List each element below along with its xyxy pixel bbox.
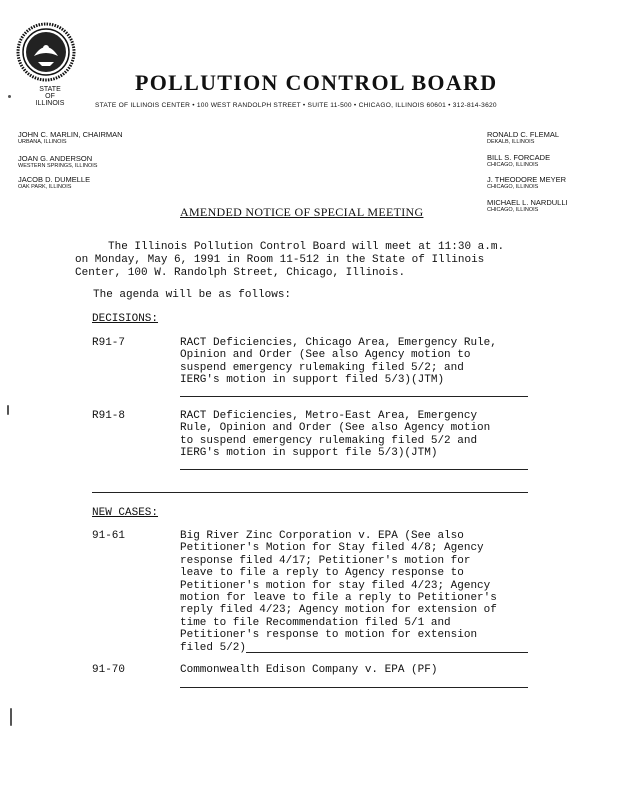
member-city: WESTERN SPRINGS, ILLINOIS [18,163,98,169]
description-line: RACT Deficiencies, Chicago Area, Emergency Rule, [180,337,497,349]
paragraph-line: The Illinois Pollution Control Board will meet at 11:30 a.m. [75,241,505,253]
description-line: leave to file a reply to Agency response to [180,567,464,580]
separator-line [246,652,528,653]
member-right [487,153,550,169]
description-line: IERG's motion in support filed 5/3)(JTM) [180,374,445,387]
case-number: R91-7 [92,337,126,349]
section-separator-line [92,492,528,493]
member-right [487,198,568,214]
member-left [18,154,97,170]
new-cases-heading: NEW CASES: [92,507,159,519]
decisions-heading: DECISIONS: [92,313,159,325]
description-line: RACT Deficiencies, Metro-East Area, Emergency [180,410,478,422]
member-city: CHICAGO, ILLINOIS [487,207,539,213]
state-line: ILLINOIS [35,100,65,107]
state-line: OF [45,93,55,100]
member-city: CHICAGO, ILLINOIS [487,184,539,190]
paragraph-line: on Monday, May 6, 1991 in Room 11-512 in the State of Illinois [75,254,485,266]
state-of-illinois-label [30,86,70,107]
case-description [180,410,490,460]
member-city: URBANA, ILLINOIS [18,139,67,145]
separator-line [180,396,528,397]
notice-title: AMENDED NOTICE OF SPECIAL MEETING [180,205,424,219]
description-line: Petitioner's motion for stay filed 4/23; Agency [180,579,491,592]
member-name: JACOB D. DUMELLE [18,175,91,184]
member-name: J. THEODORE MEYER [487,175,567,184]
member-city: OAK PARK, ILLINOIS [18,184,72,190]
member-name: MICHAEL L. NARDULLI [487,198,568,207]
description-line: suspend emergency rulemaking filed 5/2; and [180,361,464,374]
case-description [180,530,497,654]
scan-speck [7,405,9,415]
description-line: motion for leave to file a reply to Petitioner's [180,592,497,605]
description-line: reply filed 4/23; Agency motion for extension of [180,604,497,617]
description-line: IERG's motion in support file 5/3)(JTM) [180,447,438,460]
scan-speck [8,95,11,98]
state-line: STATE [39,86,61,93]
member-name: RONALD C. FLEMAL [487,130,560,139]
description-line: Petitioner's response to motion for extension [180,629,478,642]
separator-line [180,469,528,470]
description-line: Rule, Opinion and Order (See also Agency motion [180,422,491,435]
description-line: time to file Recommendation filed 5/1 and [180,616,451,629]
member-right [487,175,566,191]
case-number: 91-70 [92,664,126,676]
member-name: JOHN C. MARLIN, CHAIRMAN [18,130,123,139]
board-title: POLLUTION CONTROL BOARD [135,70,498,95]
member-name: BILL S. FORCADE [487,153,551,162]
scan-speck [10,708,12,726]
description-line: response filed 4/17; Petitioner's motion for [180,554,471,567]
separator-line [180,687,528,688]
member-city: CHICAGO, ILLINOIS [487,162,539,168]
member-left [18,130,123,146]
description-line: Opinion and Order (See also Agency motion to [180,349,471,362]
description-line: Petitioner's Motion for Stay filed 4/8; Agency [180,542,484,555]
description-line: Big River Zinc Corporation v. EPA (See also [180,530,464,542]
description-line: filed 5/2) [180,641,247,654]
case-description [180,337,497,387]
member-name: JOAN G. ANDERSON [18,154,93,163]
case-number: 91-61 [92,530,126,542]
meeting-intro-paragraph [75,241,504,280]
case-number: R91-8 [92,410,126,422]
case-description [180,664,437,676]
agenda-line: The agenda will be as follows: [93,289,292,301]
description-line: to suspend emergency rulemaking filed 5/2 and [180,434,478,447]
illinois-state-seal-icon [16,22,76,82]
board-address: STATE OF ILLINOIS CENTER • 100 WEST RANDOLPH STREET • SUITE 11-500 • CHICAGO, ILLINOIS 60601 • 312-814-3620 [95,102,497,109]
member-left [18,175,90,191]
paragraph-line: Center, 100 W. Randolph Street, Chicago, Illinois. [75,267,406,279]
description-line: Commonwealth Edison Company v. EPA (PF) [180,664,438,676]
member-city: DEKALB, ILLINOIS [487,139,535,145]
member-right [487,130,559,146]
